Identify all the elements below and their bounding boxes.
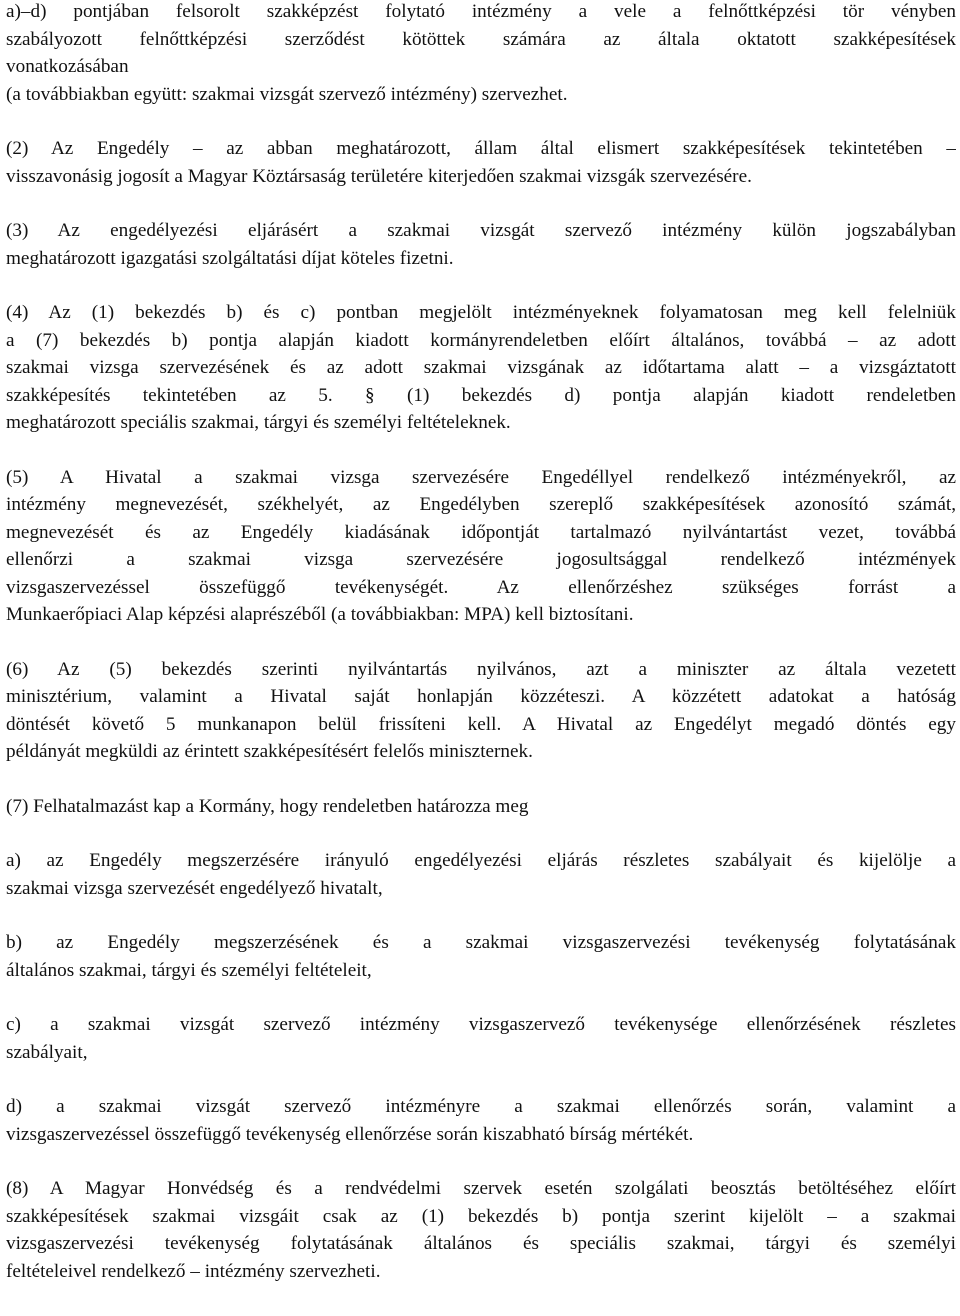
- text-line: vizsgaszervezési tevékenység folytatásának általános és speciális szakmai, tárgyi és személyi: [6, 1233, 956, 1254]
- text-line: (3) Az engedélyezési eljárásért a szakmai vizsgát szervező intézmény külön jogszabályban: [6, 220, 956, 241]
- text-line: (a továbbiakban együtt: szakmai vizsgát szervező intézmény) szervezhet.: [6, 83, 568, 105]
- text-line: döntését követő 5 munkanapon belül frissíteni kell. A Hivatal az Engedélyt megadó döntés egy: [6, 713, 956, 735]
- text-line: vizsgaszervezéssel összefüggő tevékenység ellenőrzése során kiszabható bírság mértékét.: [6, 1123, 694, 1145]
- text-line: c) a szakmai vizsgát szervező intézmény vizsgaszervező tevékenysége ellenőrzésének részletes: [6, 1014, 956, 1035]
- text-line: (5) A Hivatal a szakmai vizsga szervezésére Engedéllyel rendelkező intézményekről, az: [6, 466, 956, 488]
- text-line: szabályait,: [6, 1041, 88, 1063]
- text-line: szakmai vizsga szervezésének és az adott szakmai vizsgának az időtartama alatt – a vizsgáztatott: [6, 357, 956, 378]
- paragraph-2: [6, 135, 956, 190]
- text-line: szakképesítés tekintetében az 5. § (1) bekezdés d) pontja alapján kiadott rendeletben: [6, 384, 956, 406]
- text-line: szabályozott felnőttképzési szerződést kötöttek számára az általa oktatott szakképesítések: [6, 28, 956, 50]
- text-line: meghatározott speciális szakmai, tárgyi és személyi feltételeknek.: [6, 412, 511, 433]
- text-line: vonatkozásában: [6, 56, 129, 77]
- text-line: (7) Felhatalmazást kap a Kormány, hogy rendeletben határozza meg: [6, 795, 529, 817]
- text-line: Munkaerőpiaci Alap képzési alaprészéből (a továbbiakban: MPA) kell biztosítani.: [6, 604, 634, 625]
- document-page: [6, 0, 956, 1285]
- paragraph-intro: [6, 0, 956, 108]
- text-line: szakképesítések szakmai vizsgáit csak az (1) bekezdés b) pontja szerint kijelölt – a szakmai: [6, 1205, 956, 1227]
- paragraph-7b: [6, 929, 956, 984]
- text-line: intézmény megnevezését, székhelyét, az Engedélyben szereplő szakképesítések azonosító számát,: [6, 494, 956, 515]
- text-line: b) az Engedély megszerzésének és a szakmai vizsgaszervezési tevékenység folytatásának: [6, 932, 956, 953]
- text-line: (2) Az Engedély – az abban meghatározott, állam által elismert szakképesítések tekintetében –: [6, 138, 956, 159]
- paragraph-6: [6, 656, 956, 766]
- text-line: a) az Engedély megszerzésére irányuló engedélyezési eljárás részletes szabályait és kijelölje a: [6, 850, 956, 871]
- paragraph-8: [6, 1175, 956, 1285]
- paragraph-7: [6, 793, 956, 821]
- text-line: visszavonásig jogosít a Magyar Köztársaság területére kiterjedően szakmai vizsgák szervezésére.: [6, 165, 752, 187]
- text-line: általános szakmai, tárgyi és személyi feltételeit,: [6, 959, 372, 981]
- paragraph-7a: [6, 847, 956, 902]
- text-line: feltételeivel rendelkező – intézmény szervezheti.: [6, 1260, 381, 1282]
- text-line: (4) Az (1) bekezdés b) és c) pontban megjelölt intézményeknek folyamatosan meg kell felelniük: [6, 302, 956, 323]
- paragraph-7d: [6, 1093, 956, 1148]
- text-line: a)–d) pontjában felsorolt szakképzést folytató intézmény a vele a felnőttképzési tör vényben: [6, 1, 956, 22]
- paragraph-3: [6, 217, 956, 272]
- text-line: meghatározott igazgatási szolgáltatási díjat köteles fizetni.: [6, 247, 454, 269]
- paragraph-7c: [6, 1011, 956, 1066]
- text-line: ellenőrzi a szakmai vizsga szervezésére jogosultsággal rendelkező intézmények: [6, 549, 956, 570]
- text-line: példányát megküldi az érintett szakképesítésért felelős miniszternek.: [6, 741, 533, 762]
- text-line: minisztérium, valamint a Hivatal saját honlapján közzéteszi. A közzétett adatokat a hatóság: [6, 686, 956, 707]
- text-line: (8) A Magyar Honvédség és a rendvédelmi szervek esetén szolgálati beosztás betöltéséhez előírt: [6, 1178, 956, 1199]
- text-line: a (7) bekezdés b) pontja alapján kiadott kormányrendeletben előírt általános, továbbá – az adott: [6, 329, 956, 351]
- text-line: szakmai vizsga szervezését engedélyező hivatalt,: [6, 877, 383, 899]
- paragraph-5: [6, 464, 956, 629]
- text-line: megnevezését és az Engedély kiadásának időpontját tartalmazó nyilvántartást vezet, továbbá: [6, 521, 956, 543]
- text-line: d) a szakmai vizsgát szervező intézményre a szakmai ellenőrzés során, valamint a: [6, 1096, 956, 1117]
- paragraph-4: [6, 299, 956, 437]
- text-line: (6) Az (5) bekezdés szerinti nyilvántartás nyilvános, azt a miniszter az általa vezetett: [6, 658, 956, 680]
- text-line: vizsgaszervezéssel összefüggő tevékenységét. Az ellenőrzéshez szükséges forrást a: [6, 576, 956, 598]
